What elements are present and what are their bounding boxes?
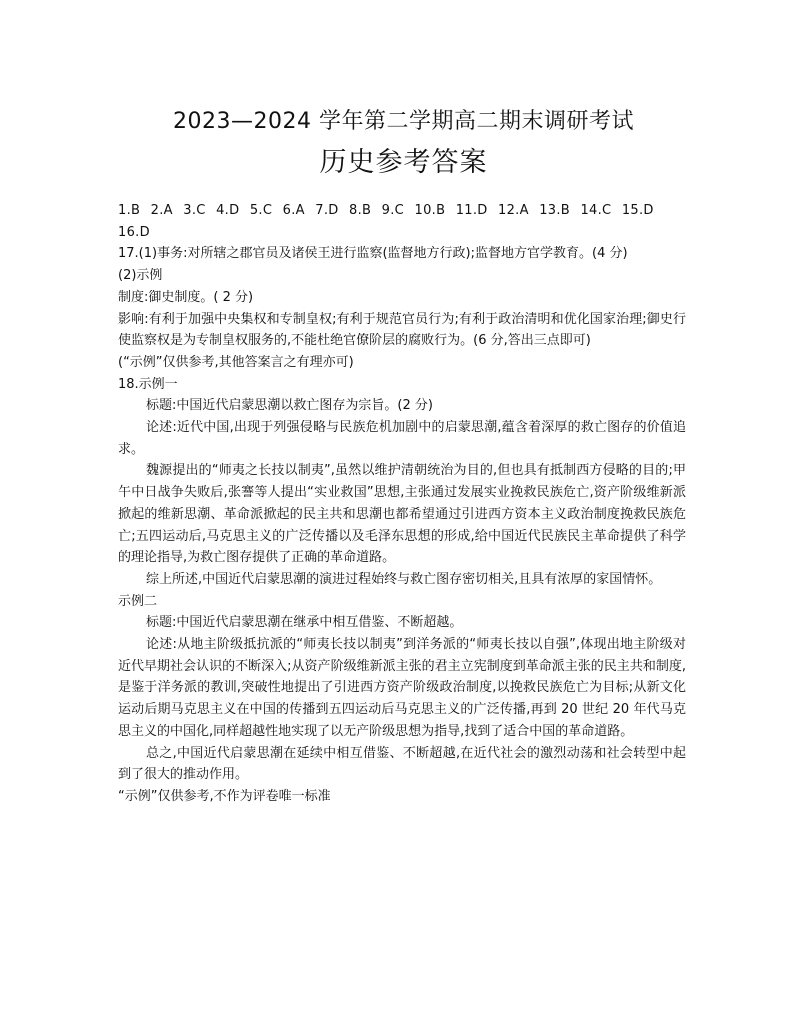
answer-key-title: 历史参考答案 (319, 147, 488, 178)
q18-note: “示例”仅供参考,不作为评卷唯一标准 (118, 788, 331, 804)
q17-part1: 17.(1)事务:对所辖之郡官员及诸侯王进行监察(监督地方行政);监督地方官学教育。(4 分) (118, 246, 628, 262)
choice-answers-line-2: 16.D (118, 224, 150, 240)
answer-body (118, 200, 686, 808)
q18-example2-argument: 论述:从地主阶级抵抗派的“师夷长技以制夷”到洋务派的“师夷长技以自强”,体现出地主阶级对近代早期社会认识的不断深入;从资产阶级维新派主张的君主立宪制度到革命派主张的民主共和制度,是鉴于洋务派的教训,突破性地提出了引进西方资产阶级政治制度,以挽救民族危亡为目标;从新文化运动后期马克思主义在中国的传播到五四运动后马克思主义的广泛传播,再到 20 世纪 20 年代马克思主义的中国化,同样超越性地实现了以无产阶级思想为指导,找到了适合中国的革命道路。 (118, 637, 686, 739)
q17-impact: 影响:有利于加强中央集权和专制皇权;有利于规范官员行为;有利于政治清明和优化国家治理;御史行使监察权是为专制皇权服务的,不能杜绝官僚阶层的腐败行为。(6 分,答出三点即可) (118, 311, 686, 349)
q18-example1-argument: 论述:近代中国,出现于列强侵略与民族危机加剧中的启蒙思潮,蕴含着深厚的救亡图存的价值追求。 (118, 420, 686, 457)
q18-example2-label: 示例二 (118, 593, 158, 609)
q18-example1-conclusion: 综上所述,中国近代启蒙思潮的演进过程始终与救亡图存密切相关,且具有浓厚的家国情怀。 (146, 571, 662, 587)
q17-part2-label: (2)示例 (118, 268, 163, 284)
q18-example1-paragraph: 魏源提出的“师夷之长技以制夷”,虽然以维护清朝统治为目的,但也具有抵制西方侵略的目的;甲午中日战争失败后,张謇等人提出“实业救国”思想,主张通过发展实业挽救民族危亡,资产阶级维新派掀起的维新思潮、革命派掀起的民主共和思潮也都希望通过引进西方资本主义政治制度挽救民族危亡;五四运动后,马克思主义的广泛传播以及毛泽东思想的形成,给中国近代民族民主革命提供了科学的理论指导,为救亡图存提供了正确的革命道路。 (118, 463, 686, 566)
q17-system: 制度:御史制度。( 2 分) (118, 289, 254, 305)
q17-note: (“示例”仅供参考,其他答案言之有理亦可) (118, 354, 354, 370)
choice-answers-line-1: 1.B 2.A 3.C 4.D 5.C 6.A 7.D 8.B 9.C 10.B 11.D 12.A 13.B 14.C 15.D (118, 203, 654, 218)
exam-title: 2023—2024 学年第二学期高二期末调研考试 (173, 109, 634, 134)
q18-example2-title: 标题:中国近代启蒙思潮在继承中相互借鉴、不断超越。 (146, 615, 463, 631)
q18-example1-title: 标题:中国近代启蒙思潮以救亡图存为宗旨。(2 分) (146, 398, 433, 414)
q18-example2-conclusion: 总之,中国近代启蒙思潮在延续中相互借鉴、不断超越,在近代社会的激烈动荡和社会转型中起到了很大的推动作用。 (118, 745, 686, 783)
q18-example1-label: 18.示例一 (118, 376, 178, 392)
